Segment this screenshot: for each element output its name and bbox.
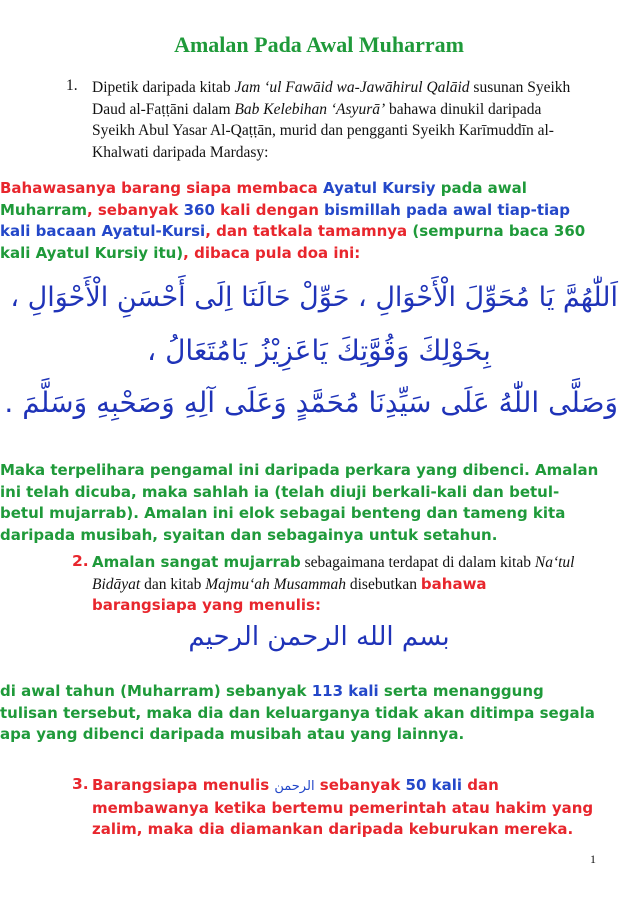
text-segment: sebagaimana terdapat di dalam kitab — [300, 554, 535, 571]
item-2-number: 2. — [72, 552, 89, 570]
text-segment: dan kitab — [140, 575, 206, 593]
basmalah: بسم الله الرحمن الرحيم — [188, 622, 450, 652]
text-segment: kali dengan — [214, 200, 325, 219]
book-title-jam-ul-fawaid: Jam ‘ul Fawāid wa-Jawāhirul Qalāid — [234, 79, 470, 96]
text-segment: , dibaca pula doa ini: — [183, 243, 361, 262]
text-segment: 50 kali — [405, 776, 463, 794]
text-segment: , sebanyak — [86, 200, 184, 219]
text-segment: 360 — [183, 200, 215, 219]
item-3-text — [92, 775, 602, 841]
page-number: 1 — [590, 852, 596, 866]
item-2-text — [92, 552, 592, 617]
text-segment: Ayatul Kursiy — [323, 179, 436, 197]
item-3-number: 3. — [72, 775, 89, 793]
book-title-natul-bidayat: Na‘tul Bidāyat — [92, 554, 575, 593]
item-1-number: 1. — [66, 77, 78, 94]
text-segment: dan membawanya ketika bertemu pemerintah atau hakim yang zalim, maka dia diamankan daripada keburukan mereka. — [92, 776, 594, 838]
text-segment: (sempurna baca 360 kali Ayatul Kursiy itu) — [0, 222, 586, 262]
text-segment: serta menanggung tulisan tersebut, maka dia dan keluarganya tidak akan ditimpa segala apa yang dibenci daripada musibah atau yang lainnya. — [0, 682, 595, 743]
item-1-text — [92, 77, 582, 163]
paragraph-benefits: Maka terpelihara pengamal ini daripada perkara yang dibenci. Amalan ini telah dicuba, maka sahlah ia (telah diuji berkali-kali dan betul-betul mujarrab). Amalan ini elok sebagai benteng dan tameng kita daripada musibah, syaitan dan sebagainya untuk setahun. — [0, 461, 599, 544]
text-segment: di awal tahun (Muharram) sebanyak — [0, 682, 312, 700]
text-segment: bahawa barangsiapa yang menulis: — [92, 574, 487, 614]
text-segment: disebutkan — [346, 575, 421, 593]
paragraph-ayatul-kursiy — [0, 178, 600, 264]
text-segment: , dan tatkala tamamnya — [205, 222, 413, 240]
text-segment: sebanyak — [314, 776, 406, 794]
page-title: Amalan Pada Awal Muharram — [174, 32, 464, 57]
paragraph-113-kali — [0, 681, 600, 746]
arabic-doa-line-3: وَصَلَّى اللّٰهُ عَلَى سَيِّدِنَا مُحَمَّدٍ وَعَلَى آلِهِ وَصَحْبِهِ وَسَلَّمَ . — [4, 386, 618, 419]
book-title-majmuah-musammah: Majmu‘ah Musammah — [205, 575, 346, 593]
arabic-doa-line-2: بِحَوْلِكَ وَقُوَّتِكَ يَاعَزِيْزُ يَامُتَعَالُ ، — [147, 334, 491, 367]
text-segment: 113 kali — [311, 682, 379, 700]
item-1-text-part: bahawa dinukil daripada Syeikh Abul Yasar Al-Qaṭṭān, murid dan pengganti Syeikh Karīmuddīn al-Khalwati daripada Mardasy: — [92, 100, 554, 161]
text-segment: Bahawasanya barang siapa membaca — [0, 179, 324, 197]
item-1-text-part: susunan Syeikh Daud al-Faṭṭāni dalam — [92, 79, 571, 118]
arabic-doa-line-1: اَللّٰهُمَّ يَا مُحَوِّلَ الْأَحْوَالِ ، حَوِّلْ حَالَنَا اِلَى أَحْسَنِ الْأَحْوَالِ ، — [10, 282, 618, 313]
text-segment: pada awal Muharram — [0, 179, 527, 219]
text-segment: Barangsiapa menulis — [92, 776, 275, 794]
text-segment: Amalan sangat mujarrab — [92, 553, 301, 571]
item-1-text-part: Dipetik daripada kitab — [92, 79, 235, 96]
text-segment: bismillah pada awal tiap-tiap kali bacaan Ayatul-Kursi — [0, 200, 570, 240]
chapter-title-kelebihan-asyura: Bab Kelebihan ‘Asyurā’ — [234, 100, 386, 118]
arabic-ar-rahman: الرحمن — [274, 779, 315, 794]
